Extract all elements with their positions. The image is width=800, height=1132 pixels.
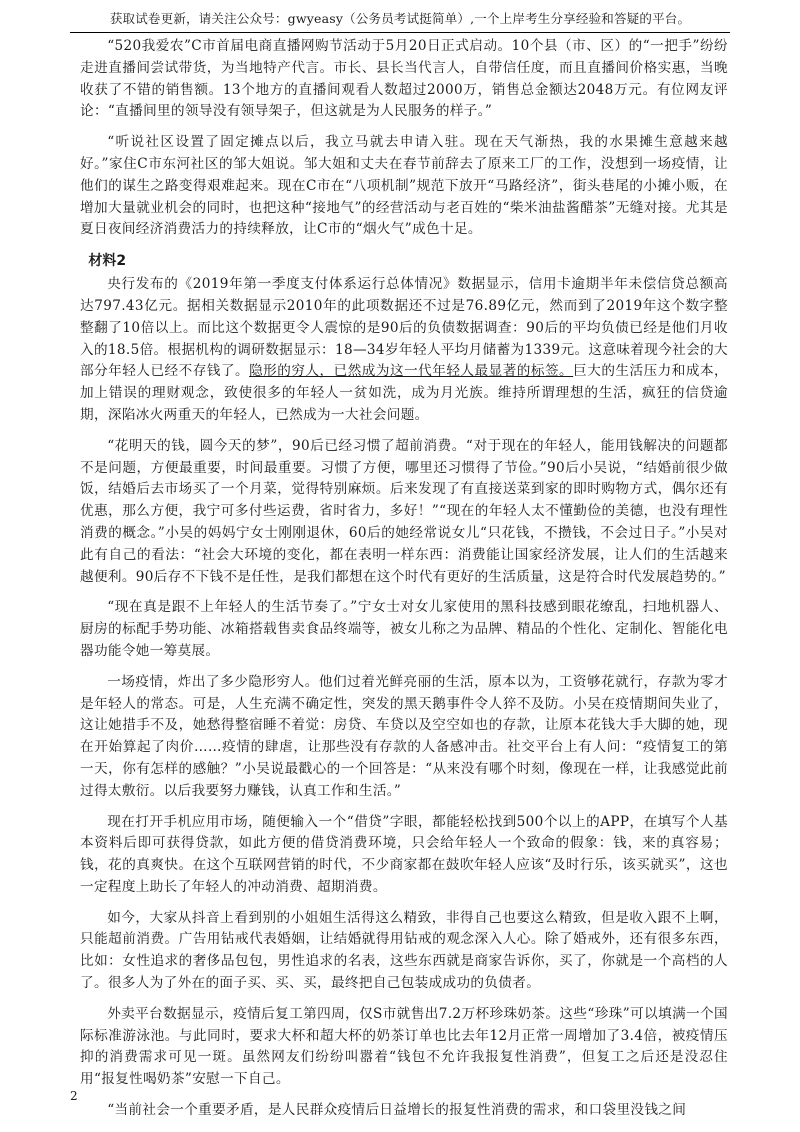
paragraph-text: 央行发布的《2019年第一季度支付体系运行总体情况》数据显示，信用卡逾期半年未偿信贷总额高达797.43亿元。据相关数据显示2010年的此项数据还不过是76.89亿元，然而到了2019年这个数字整整翻了10倍以上。而比这个数据更令人震惊的是90后的负债数据调查：90后的平均负债已经是他们月收入的18.5倍。根据机构的调研数据显示：18—34岁年轻人平均月储蓄为1339元。这意味着现今社会的大部分年轻人已经不存钱了。 [80, 276, 728, 380]
paragraph [80, 274, 728, 427]
paragraph: “花明天的钱，圆今天的梦”，90后已经习惯了超前消费。“对于现在的年轻人，能用钱解决的问题都不是问题，方便最重要，时间最重要。习惯了方便，哪里还习惯得了节俭。”90后小吴说，“结婚前很少做饭，结婚后去市场买了一个月菜，觉得特别麻烦。后来发现了有直接送菜到家的即时购物方式，偶尔还有优惠，那么方便，我宁可多付些运费，省时省力，多好！”“现在的年轻人太不懂勤俭的美德，也没有理性消费的概念。”小吴的妈妈宁女士刚刚退休，60后的她经常说女儿“只花钱，不攒钱，不会过日子。”小吴对此有自己的看法：“社会大环境的变化，都在表明一样东西：消费能让国家经济发展，让人们的生活越来越便利。90后存不下钱不是任性，是我们都想在这个时代有更好的生活质量，这是符合时代发展趋势的。” [80, 437, 728, 585]
paragraph-text: 巨大的生活压力和成本，加上错误的理财观念，致使很多的年轻人一贫如洗，成为月光族。维持所谓理想的生活，疯狂的信贷逾期，深陷冰火两重天的年轻人，已然成为一大社会问题。 [80, 363, 728, 423]
section-heading-material-2: 材料2 [88, 253, 127, 270]
paragraph: 外卖平台数据显示，疫情后复工第四周，仅S市就售出7.2万杯珍珠奶茶。这些“珍珠”可以填满一个国际标准游泳池。与此同时，要求大杯和超大杯的奶茶订单也比去年12月正常一周增加了3.4倍，被疫情压抑的消费需求可见一斑。虽然网友们纷纷叫嚣着“钱包不允许我报复性消费”，但复工之后还是没忍住用“报复性喝奶茶”安慰一下自己。 [80, 1005, 728, 1088]
underlined-sentence: 隐形的穷人，已然成为这一代年轻人最显著的标签。 [249, 363, 574, 380]
paragraph: 一场疫情，炸出了多少隐形穷人。他们过着光鲜亮丽的生活，原本以为，工资够花就行，存款为零才是年轻人的常态。可是，人生充满不确定性，突发的黑天鹅事件令人猝不及防。小吴在疫情期间失业了，这让她措手不及，她愁得整宿睡不着觉：房贷、车贷以及空空如也的存款，让原本花钱大手大脚的她，现在开始算起了肉价……疫情的肆虐，让那些没有存款的人备感冲击。社交平台上有人问：“疫情复工的第一天，你有怎样的感触？”小吴说最戳心的一个回答是：“从来没有哪个时刻，像现在一样，让我感觉此前过得太敷衍。以后我要努力赚钱，认真工作和生活。” [80, 673, 728, 799]
header-divider [70, 32, 730, 33]
paragraph: “520我爱农”C市首届电商直播网购节活动于5月20日正式启动。10个县（市、区）的“一把手”纷纷走进直播间尝试带货，为当地特产代言。市长、县长当代言人，自带信任度，而且直播间价格实惠，当晚收获了不错的销售额。13个地方的直播间观看人数超过2000万，销售总金额达2048万元。有位网友评论：“直播间里的领导没有领导架子，但这就是为人民服务的样子。” [80, 38, 728, 120]
paragraph: “现在真是跟不上年轻人的生活节奏了。”宁女士对女儿家使用的黑科技感到眼花缭乱，扫地机器人、厨房的标配手势功能、冰箱搭载售卖食品终端等，被女儿称之为品牌、精品的个性化、定制化、智能化电器功能令她一筹莫展。 [80, 599, 728, 659]
paragraph: “当前社会一个重要矛盾，是人民群众疫情后日益增长的报复性消费的需求，和口袋里没钱之间 [107, 1102, 687, 1119]
paragraph: 如今，大家从抖音上看到别的小姐姐生活得这么精致，非得自己也要这么精致，但是收入跟不上啊，只能超前消费。广告用钻戒代表婚姻，让结婚就得用钻戒的观念深入人心。除了婚戒外，还有很多东西，比如：女性追求的奢侈品包包，男性追求的名表，这些东西就是商家告诉你，买了，你就是一个高档的人了。很多人为了外在的面子买、买、买，最终把自己包装成成功的负债者。 [80, 909, 728, 992]
page-number: 2 [70, 1089, 78, 1103]
page-header-notice: 获取试卷更新，请关注公众号：gwyeasy（公务员考试挺简单）,一个上岸考生分享经验和答疑的平台。 [109, 11, 691, 26]
document-body [80, 36, 728, 1131]
paragraph: “听说社区设置了固定摊点以后，我立马就去申请入驻。现在天气渐热，我的水果摊生意越来越好。”家住C市东河社区的邹大姐说。邹大姐和丈夫在春节前辞去了原来工厂的工作，没想到一场疫情，让他们的谋生之路变得艰难起来。现在C市在“八项机制”规范下放开“马路经济”，街头巷尾的小摊小贩，在增加大量就业机会的同时，也把这种“接地气”的经营活动与老百姓的“柴米油盐酱醋茶”无缝对接。尤其是夏日夜间经济消费活力的持续释放，让C市的“烟火气”成色十足。 [80, 134, 728, 238]
paragraph: 现在打开手机应用市场，随便输入一个“借贷”字眼，都能轻松找到500个以上的APP，在填写个人基本资料后即可获得贷款，如此方便的借贷消费环境，只会给年轻人一个致命的假象：钱，来的真容易；钱，花的真爽快。在这个互联网营销的时代，不少商家都在鼓吹年轻人应该“及时行乐，该买就买”，这也一定程度上助长了年轻人的冲动消费、超期消费。 [80, 813, 728, 895]
